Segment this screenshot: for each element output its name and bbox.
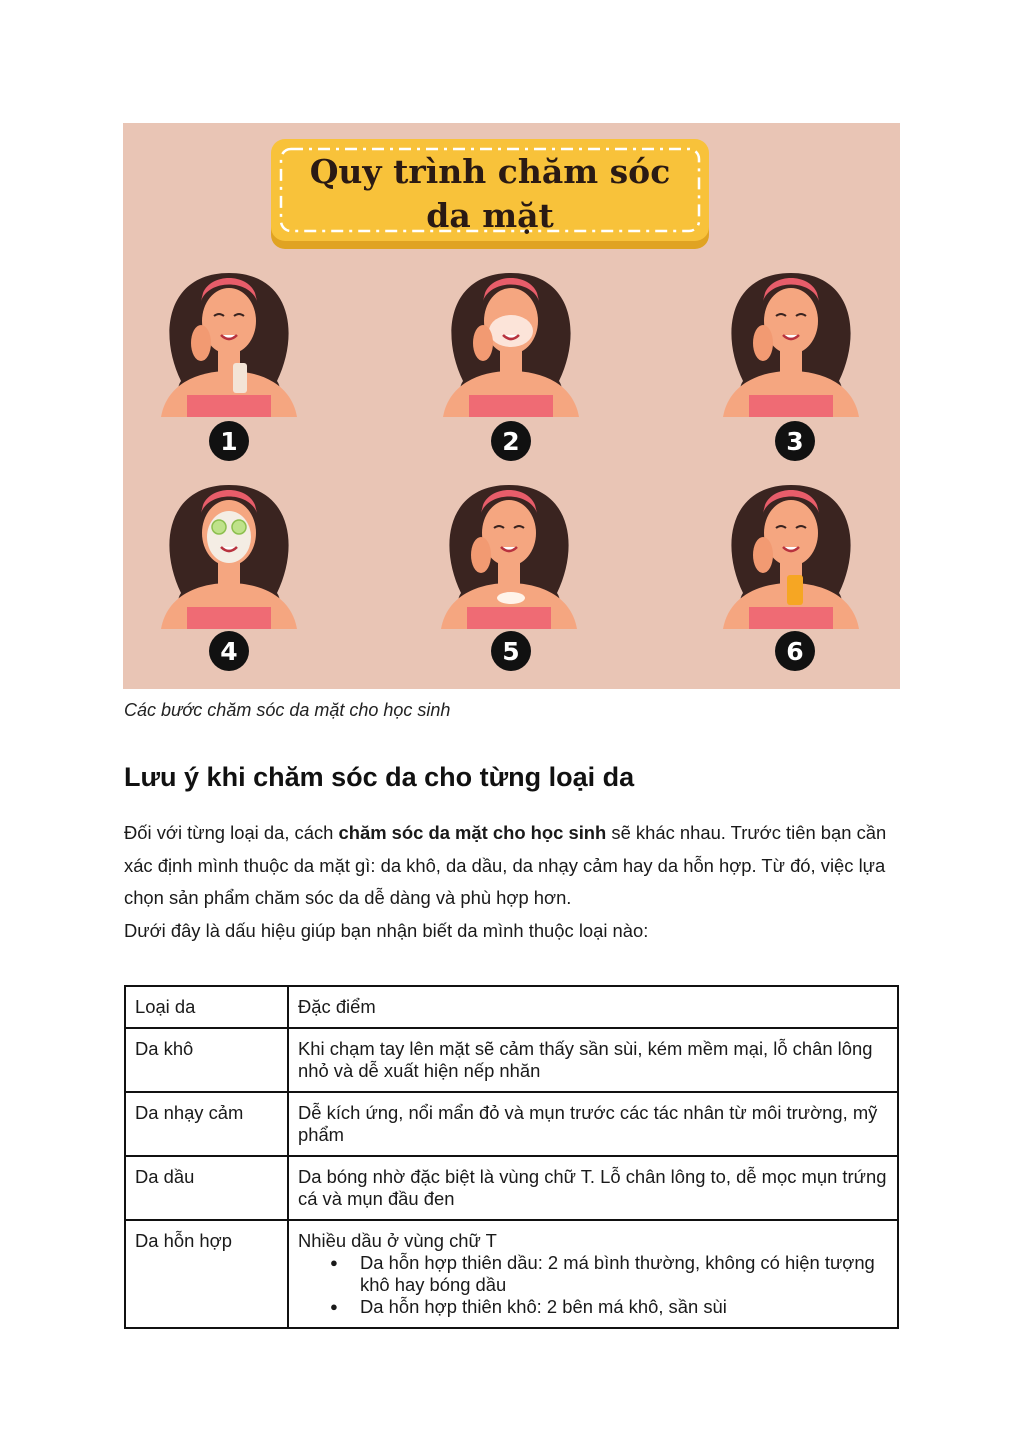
step-figure-4 (161, 485, 297, 629)
header-cell-type: Loại da (125, 986, 288, 1028)
step-badge-2 (491, 421, 531, 461)
step-figure-3 (723, 273, 859, 417)
intro-line2: Dưới đây là dấu hiệu giúp bạn nhận biết da mình thuộc loại nào: (124, 920, 649, 941)
header-cell-desc: Đặc điểm (288, 986, 898, 1028)
step-badge-4 (209, 631, 249, 671)
step-figure-5 (441, 485, 577, 629)
cell-skin-desc (288, 1220, 898, 1328)
banner-title-line1: Quy trình chăm sóc (309, 152, 671, 191)
intro-bold-keyword: chăm sóc da mặt cho học sinh (338, 822, 607, 843)
cell-skin-desc: Dễ kích ứng, nổi mẩn đỏ và mụn trước các tác nhân từ môi trường, mỹ phẩm (288, 1092, 898, 1156)
table-row (125, 1156, 898, 1220)
intro-text-part1: Đối với từng loại da, cách (124, 822, 339, 843)
step-figure-2 (443, 273, 579, 417)
table-header-row (125, 986, 898, 1028)
step-number: 2 (502, 427, 520, 456)
step-badge-3 (775, 421, 815, 461)
step-number: 1 (220, 427, 238, 456)
skin-type-table (124, 985, 899, 1329)
step-badge-1 (209, 421, 249, 461)
cell-skin-type: Da khô (125, 1028, 288, 1092)
table-row (125, 1220, 898, 1328)
cell-skin-desc: Khi chạm tay lên mặt sẽ cảm thấy sần sùi, kém mềm mại, lỗ chân lông nhỏ và dễ xuất hiện nếp nhăn (288, 1028, 898, 1092)
banner-title-line2: da mặt (426, 196, 554, 235)
bullet-list (298, 1252, 888, 1318)
section-heading: Lưu ý khi chăm sóc da cho từng loại da (124, 762, 635, 792)
skincare-steps-illustration (123, 123, 900, 689)
step-badge-6 (775, 631, 815, 671)
cell-skin-desc: Da bóng nhờ đặc biệt là vùng chữ T. Lỗ chân lông to, dễ mọc mụn trứng cá và mụn đầu đen (288, 1156, 898, 1220)
intro-paragraph (124, 817, 904, 915)
cell-skin-type: Da hỗn hợp (125, 1220, 288, 1328)
step-badge-5 (491, 631, 531, 671)
cell-skin-type: Da dầu (125, 1156, 288, 1220)
cell-skin-type: Da nhạy cảm (125, 1092, 288, 1156)
step-figure-1 (161, 273, 297, 417)
table-row (125, 1092, 898, 1156)
step-number: 4 (220, 637, 238, 666)
cell-skin-desc-text: Nhiều dầu ở vùng chữ T (298, 1230, 497, 1251)
step-number: 5 (502, 637, 520, 666)
intro-text-part2: sẽ khác nhau. Trước tiên bạn cần xác định mình thuộc da mặt gì: da khô, da dầu, da nhạy cảm hay da hỗn hợp. Từ đó, việc lựa chọn sản phẩm chăm sóc da dễ dàng và phù hợp hơn. (124, 822, 887, 909)
bullet-item: ● Da hỗn hợp thiên khô: 2 bên má khô, sần sùi (360, 1296, 888, 1318)
table-row (125, 1028, 898, 1092)
image-caption: Các bước chăm sóc da mặt cho học sinh (124, 700, 451, 720)
step-number: 3 (786, 427, 804, 456)
title-banner (271, 139, 709, 249)
step-figure-6 (723, 485, 859, 629)
illustration-canvas (123, 123, 900, 689)
step-number: 6 (786, 637, 804, 666)
bullet-item: ● Da hỗn hợp thiên dầu: 2 má bình thường, không có hiện tượng khô hay bóng dầu (360, 1252, 888, 1296)
